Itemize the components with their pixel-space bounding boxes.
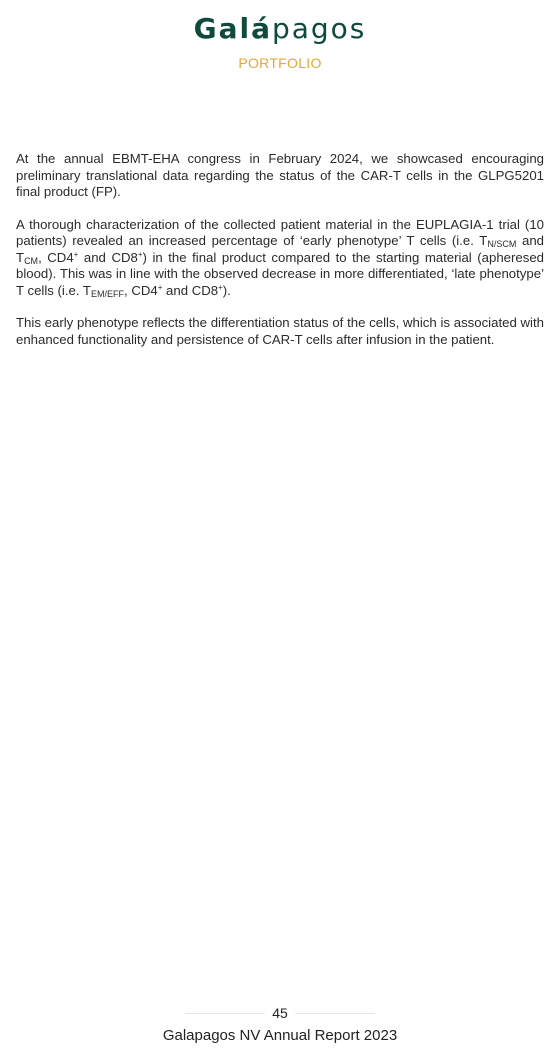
p2-superscript-3: + <box>157 282 163 292</box>
report-title: Galapagos NV Annual Report 2023 <box>162 1027 398 1044</box>
p2-superscript-4: + <box>218 282 223 292</box>
logo-text-bold: Galá <box>193 12 272 45</box>
p2-text-3: , CD4 <box>38 249 74 265</box>
p2-subscript-3: EM/EFF <box>91 288 124 299</box>
p2-text-2: and T <box>16 233 545 265</box>
p2-subscript-1: N/SCM <box>487 239 517 249</box>
p2-superscript-1: + <box>73 249 79 259</box>
section-title: PORTFOLIO <box>238 55 322 71</box>
paragraph-2 <box>16 217 544 300</box>
page-number: 45 <box>272 1005 288 1021</box>
p2-text-1: A thorough characterization of the collected patient material in the EUPLAGIA-1 trial (10 patients) revealed an increased percentage of ‘early phenotype’ T cells (i.e. T <box>16 216 544 248</box>
p2-superscript-2: + <box>137 249 143 259</box>
logo-text-light: pagos <box>271 12 367 45</box>
company-logo <box>0 12 560 45</box>
body-text <box>16 151 544 364</box>
p2-text-5: ) in the final product compared to the starting material (apheresed blood). This was in line with the observed decrease in more differentiated, ‘late phenotype’ T cells (i.e. T <box>16 249 544 298</box>
p2-text-6: , CD4 <box>124 282 158 298</box>
p2-subscript-2: CM <box>24 255 39 266</box>
p2-text-4: and CD8 <box>78 249 138 265</box>
p2-text-7: and CD8 <box>162 282 219 298</box>
paragraph-3: This early phenotype reflects the differentiation status of the cells, which is associated with enhanced functionality and persistence of CAR-T cells after infusion in the patient. <box>16 315 544 347</box>
paragraph-1: At the annual EBMT-EHA congress in February 2024, we showcased encouraging preliminary translational data regarding the status of the CAR-T cells in the GLPG5201 final product (FP). <box>16 151 544 199</box>
p2-text-8: ). <box>222 282 231 298</box>
